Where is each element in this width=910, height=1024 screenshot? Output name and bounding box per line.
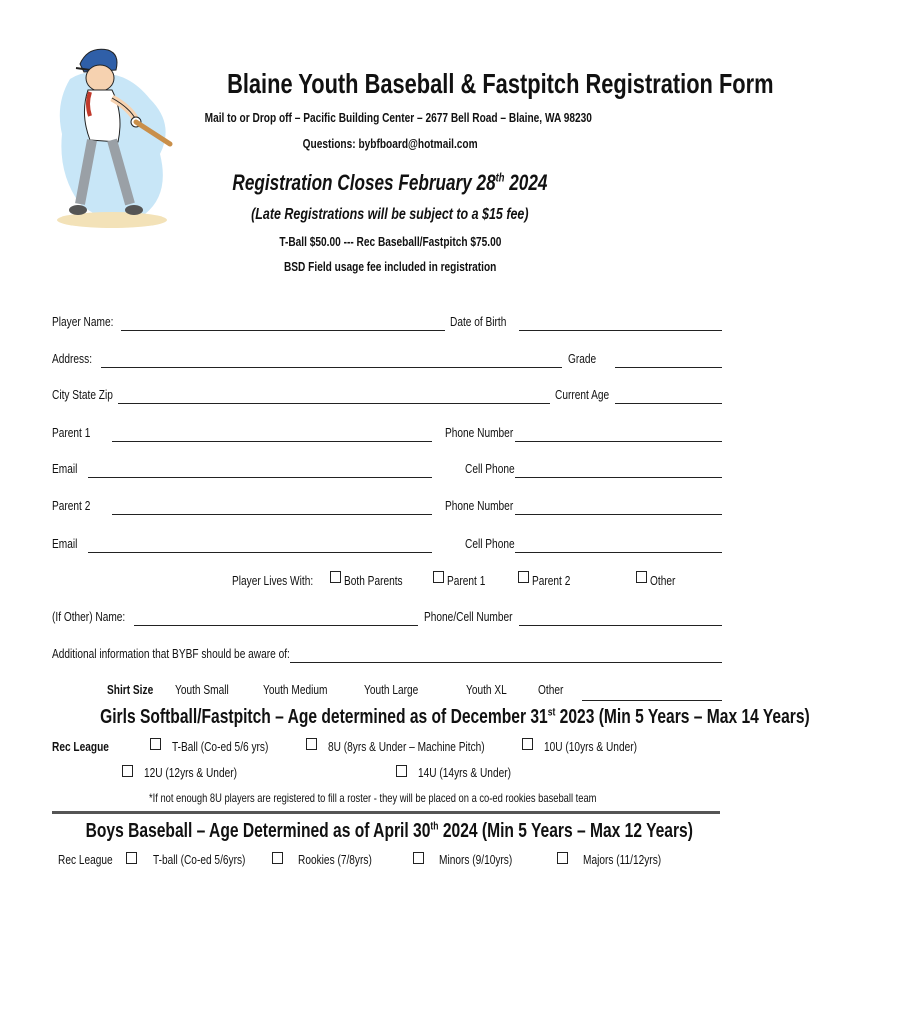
boys-rookies-checkbox[interactable] xyxy=(272,852,283,864)
email2-label: Email xyxy=(52,536,78,551)
girls-10u-checkbox[interactable] xyxy=(522,738,533,750)
other-checkbox[interactable] xyxy=(636,571,647,583)
shirt-youth-xl[interactable]: Youth XL xyxy=(466,682,507,697)
form-title-text: Blaine Youth Baseball & Fastpitch Registration Form xyxy=(227,68,774,99)
phone2-label: Phone Number xyxy=(445,498,514,513)
late-fee-text: (Late Registrations will be subject to a $15 fee) xyxy=(251,206,529,223)
questions-email xyxy=(150,136,630,151)
closes-year: 2024 xyxy=(504,170,548,195)
additional-info-label: Additional information that BYBF should be aware of: xyxy=(52,646,290,661)
city-state-zip-field[interactable] xyxy=(118,403,550,404)
phone2-field[interactable] xyxy=(515,514,722,515)
player-name-label: Player Name: xyxy=(52,314,114,329)
girls-10u-label: 10U (10yrs & Under) xyxy=(544,739,637,754)
phone-cell-label: Phone/Cell Number xyxy=(424,609,513,624)
closes-prefix: Registration Closes February 28 xyxy=(232,170,496,195)
mail-address-text: Mail to or Drop off – Pacific Building Center – 2677 Bell Road – Blaine, WA 98230 xyxy=(204,110,592,125)
prices-line xyxy=(150,234,630,249)
bsd-fee-line xyxy=(150,259,630,274)
girls-8u-checkbox[interactable] xyxy=(306,738,317,750)
questions-email-text: Questions: bybfboard@hotmail.com xyxy=(302,136,478,151)
shirt-youth-small[interactable]: Youth Small xyxy=(175,682,229,697)
dob-label: Date of Birth xyxy=(450,314,507,329)
registration-closes xyxy=(150,170,630,196)
phone-cell-field[interactable] xyxy=(519,625,722,626)
late-fee-note xyxy=(150,206,630,224)
girls-tball-label: T-Ball (Co-ed 5/6 yrs) xyxy=(172,739,269,754)
shirt-other-field[interactable] xyxy=(582,700,722,701)
additional-info-field[interactable] xyxy=(290,662,722,663)
boys-rec-league-label: Rec League xyxy=(58,852,113,867)
girls-12u-checkbox[interactable] xyxy=(122,765,133,777)
girls-8u-label: 8U (8yrs & Under – Machine Pitch) xyxy=(328,739,485,754)
address-label: Address: xyxy=(52,351,93,366)
form-title xyxy=(150,68,774,100)
boys-majors-checkbox[interactable] xyxy=(557,852,568,864)
girls-note: *If not enough 8U players are registered to fill a roster - they will be placed on a co-ed rookies baseball team xyxy=(149,791,597,805)
cell2-label: Cell Phone xyxy=(465,536,515,551)
boys-rookies-label: Rookies (7/8yrs) xyxy=(298,852,372,867)
parent1-checkbox[interactable] xyxy=(433,571,444,583)
boys-minors-label: Minors (9/10yrs) xyxy=(439,852,513,867)
both-parents-checkbox[interactable] xyxy=(330,571,341,583)
shirt-youth-medium[interactable]: Youth Medium xyxy=(263,682,328,697)
current-age-label: Current Age xyxy=(555,387,610,402)
boys-minors-checkbox[interactable] xyxy=(413,852,424,864)
lives-with-label: Player Lives With: xyxy=(232,573,314,588)
player-name-field[interactable] xyxy=(121,330,445,331)
phone1-field[interactable] xyxy=(515,441,722,442)
cell2-field[interactable] xyxy=(515,552,722,553)
cell1-field[interactable] xyxy=(515,477,722,478)
boys-majors-label: Majors (11/12yrs) xyxy=(583,852,662,867)
girls-14u-label: 14U (14yrs & Under) xyxy=(418,765,511,780)
parent1-option-label: Parent 1 xyxy=(447,573,486,588)
other-option-label: Other xyxy=(650,573,676,588)
girls-12u-label: 12U (12yrs & Under) xyxy=(144,765,237,780)
parent2-field[interactable] xyxy=(112,514,432,515)
shirt-size-label: Shirt Size xyxy=(107,682,154,697)
closes-sup: th xyxy=(495,170,505,185)
girls-14u-checkbox[interactable] xyxy=(396,765,407,777)
parent2-option-label: Parent 2 xyxy=(532,573,571,588)
phone1-label: Phone Number xyxy=(445,425,514,440)
other-name-label: (If Other) Name: xyxy=(52,609,126,624)
shirt-other[interactable]: Other xyxy=(538,682,564,697)
email1-field[interactable] xyxy=(88,477,432,478)
parent1-field[interactable] xyxy=(112,441,432,442)
prices-text: T-Ball $50.00 --- Rec Baseball/Fastpitch $75.00 xyxy=(278,234,502,249)
parent1-label: Parent 1 xyxy=(52,425,91,440)
current-age-field[interactable] xyxy=(615,403,722,404)
shirt-youth-large[interactable]: Youth Large xyxy=(364,682,419,697)
parent2-checkbox[interactable] xyxy=(518,571,529,583)
cell1-label: Cell Phone xyxy=(465,461,515,476)
grade-field[interactable] xyxy=(615,367,722,368)
email2-field[interactable] xyxy=(88,552,432,553)
girls-tball-checkbox[interactable] xyxy=(150,738,161,750)
section-divider xyxy=(52,811,720,814)
parent2-label: Parent 2 xyxy=(52,498,91,513)
city-state-zip-label: City State Zip xyxy=(52,387,113,402)
grade-label: Grade xyxy=(568,351,597,366)
boys-tball-checkbox[interactable] xyxy=(126,852,137,864)
boys-heading: Boys Baseball – Age Determined as of April 30th 2024 (Min 5 Years – Max 12 Years) xyxy=(85,820,693,842)
other-name-field[interactable] xyxy=(134,625,418,626)
dob-field[interactable] xyxy=(519,330,722,331)
girls-rec-league-label: Rec League xyxy=(52,739,109,754)
address-field[interactable] xyxy=(101,367,562,368)
bsd-fee-text: BSD Field usage fee included in registration xyxy=(283,259,497,274)
email1-label: Email xyxy=(52,461,78,476)
both-parents-label: Both Parents xyxy=(344,573,403,588)
mail-address xyxy=(150,110,630,125)
boys-tball-label: T-ball (Co-ed 5/6yrs) xyxy=(153,852,246,867)
girls-heading: Girls Softball/Fastpitch – Age determined as of December 31st 2023 (Min 5 Years – Max 14 Years) xyxy=(100,706,810,728)
